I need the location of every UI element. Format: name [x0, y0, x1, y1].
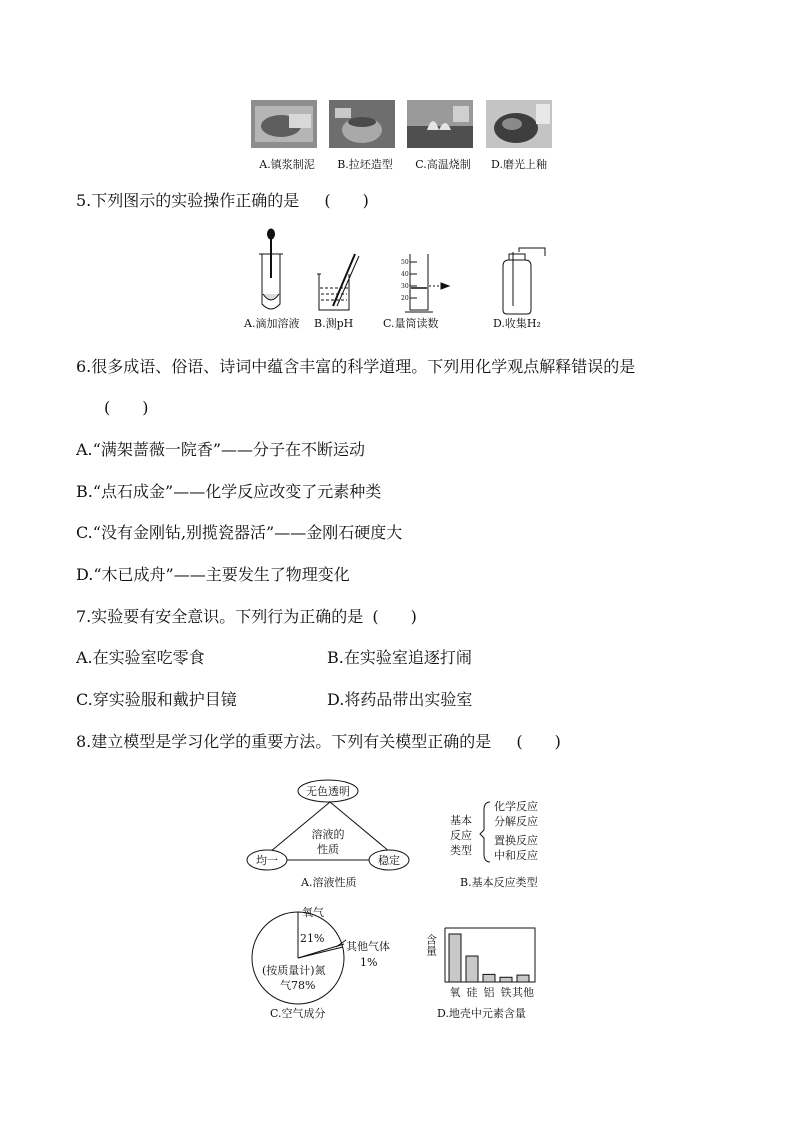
model-c-nitrogen-line2: 气78%: [280, 979, 316, 992]
cylinder-tick-40: 40: [401, 271, 409, 278]
model-c-nitrogen-line1: (按质量计)氮: [262, 964, 326, 977]
apparatus-graduated-cylinder: [405, 254, 449, 312]
model-b-item-3: 置换反应: [494, 834, 538, 847]
model-a-right-node: 稳定: [378, 854, 400, 867]
apparatus-caption-d: D.收集H₂: [493, 317, 541, 330]
model-d-crust-elements-chart: [425, 920, 545, 1000]
photo-polishing-glazing: [486, 100, 552, 148]
bar-2: [483, 974, 495, 982]
question-6-option-b: B.“点石成金”——化学反应改变了元素种类: [76, 482, 382, 501]
model-a-center-line1: 溶液的: [311, 828, 345, 841]
model-d-ylabel: 含量: [425, 934, 438, 956]
bar-label-2: 铝: [483, 986, 495, 999]
bar-0: [449, 934, 461, 982]
model-b-caption: B.基本反应类型: [460, 876, 538, 889]
apparatus-caption-c: C.量筒读数: [383, 317, 439, 330]
model-c-other-pct: 1%: [360, 956, 378, 969]
question-6-option-c: C.“没有金刚钻,别揽瓷器活”——金刚石硬度大: [76, 523, 403, 542]
bar-label-1: 硅: [466, 986, 478, 999]
model-a-caption: A.溶液性质: [301, 876, 357, 889]
question-6-stem: 6.很多成语、俗语、诗词中蕴含丰富的科学道理。下列用化学观点解释错误的是: [76, 357, 636, 376]
bar-1: [466, 956, 478, 982]
photo-caption-a: A.镇浆制泥: [259, 158, 315, 171]
model-b-item-1: 化学反应: [494, 800, 538, 813]
cylinder-tick-50: 50: [401, 259, 409, 266]
bar-3: [500, 977, 512, 982]
photo-caption-c: C.高温烧制: [415, 158, 471, 171]
model-b-root-line2: 反应: [450, 829, 472, 842]
bar-label-4: 其他: [512, 986, 534, 999]
apparatus-dropper-test-tube: [259, 229, 283, 309]
photo-high-temperature-firing: [407, 100, 473, 148]
model-b-item-4: 中和反应: [494, 849, 538, 862]
photo-throwing-pottery: [329, 100, 395, 148]
question-7-option-c: C.穿实验服和戴护目镜: [76, 690, 237, 709]
bar-label-0: 氧: [449, 986, 461, 999]
model-a-center-line2: 性质: [317, 843, 339, 856]
question-7-option-a: A.在实验室吃零食: [76, 648, 205, 667]
question-8: [76, 732, 561, 752]
question-8-answer-bracket: ( ): [516, 732, 561, 751]
cylinder-tick-30: 30: [401, 283, 409, 290]
model-c-air-composition-pie: [250, 900, 400, 1010]
question-5-answer-bracket: ( ): [324, 191, 369, 210]
question-5-stem: 5.下列图示的实验操作正确的是: [76, 191, 300, 210]
model-d-caption: D.地壳中元素含量: [437, 1007, 526, 1020]
question-5-apparatus-figure: [245, 226, 555, 318]
model-a-left-node: 均一: [256, 854, 278, 867]
question-7-option-b: B.在实验室追逐打闹: [327, 648, 472, 667]
photo-caption-d: D.磨光上釉: [491, 158, 547, 171]
cylinder-tick-20: 20: [401, 295, 409, 302]
model-b-root-line1: 基本: [450, 814, 472, 827]
photo-clay-preparation: [251, 100, 317, 148]
model-b-reaction-types: [446, 796, 556, 866]
apparatus-ph-beaker: [317, 254, 359, 310]
question-6-option-d: D.“木已成舟”——主要发生了物理变化: [76, 565, 350, 584]
apparatus-caption-b: B.测pH: [314, 317, 354, 330]
question-8-stem: 8.建立模型是学习化学的重要方法。下列有关模型正确的是: [76, 732, 492, 751]
question-7: [76, 607, 417, 627]
question-7-answer-bracket: ( ): [372, 607, 417, 626]
question-7-stem: 7.实验要有安全意识。下列行为正确的是: [76, 607, 364, 626]
model-c-other-label: 其他气体: [346, 940, 390, 953]
question-7-option-d: D.将药品带出实验室: [327, 690, 473, 709]
model-c-oxygen-label: 氧气: [302, 906, 324, 919]
question-6-option-a: A.“满架蔷薇一院香”——分子在不断运动: [76, 440, 366, 459]
model-b-brace-icon: [480, 802, 490, 862]
apparatus-gas-bottle: [503, 248, 545, 314]
model-c-caption: C.空气成分: [270, 1007, 326, 1020]
bar-4: [517, 975, 529, 982]
question-5: [76, 191, 369, 211]
photo-caption-b: B.拉坯造型: [337, 158, 393, 171]
question-6-answer-bracket: ( ): [104, 398, 149, 417]
bar-label-3: 铁: [500, 986, 512, 999]
model-b-root-line3: 类型: [450, 844, 472, 857]
apparatus-caption-a: A.滴加溶液: [244, 317, 300, 330]
model-a-top-node: 无色透明: [306, 785, 350, 798]
model-b-item-2: 分解反应: [494, 815, 538, 828]
model-c-oxygen-pct: 21%: [300, 932, 325, 945]
